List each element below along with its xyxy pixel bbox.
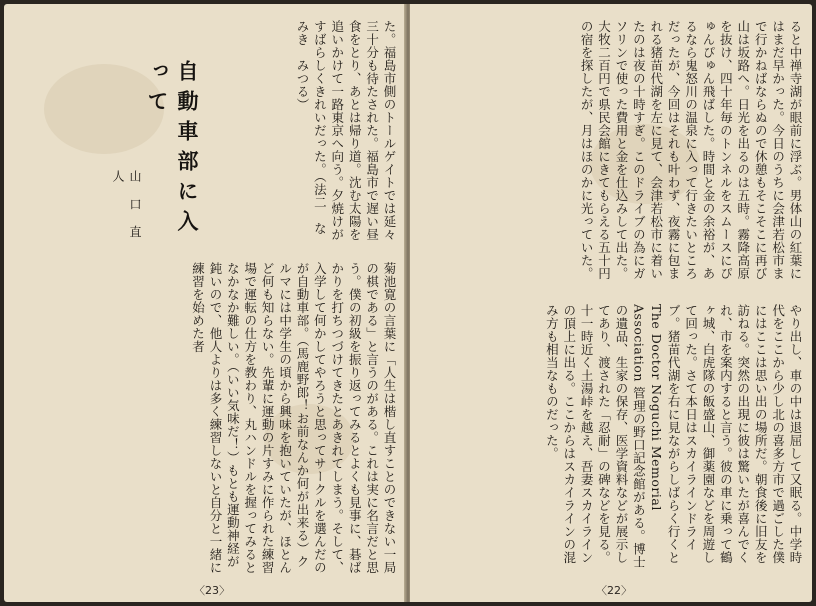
right-page — [410, 4, 812, 602]
left-page — [4, 4, 406, 602]
article-author: 山 口 直 人 — [111, 170, 142, 244]
left-upper-text: た。福島市側のトールゲイトでは延々三十分も待たされた。福島市で遅い昼食をとり、あとは帰り道。沈む太陽を追いかけて一路東京へ向う。夕焼けがすばらしくきれいだった。（法二 なみき みつる） — [294, 20, 397, 241]
right-upper-text: ると中禅寺湖が眼前に浮ぶ。男体山の紅葉にはまだ早かった。今日のうちに会津若松市まで行かねばならぬので休憩もそこそこに再び山は坂路へ。日光を出るのは五時。霧降高原を抜け、四十年毎のトンネルをスムースにぴゅんぴゅん飛ばした。時間と金の余裕が、あるなら鬼怒川の温泉に入って行きたいところだったが、今回はそれも叶わず、夜霧に包まれる猪苗代湖を左に見て、会津若松市に着いたのは夜の十時すぎ。このドライブの為にガソリンで使った費用と金を仕込みして出た。大牧二百円で県民会館にきてもらえる五十円の宿を探したが、月はほのかに光っていた。 — [579, 20, 803, 280]
left-lower-text: 菊池寛の言葉に「人生は楷し直すことのできない一局の棋である」と言うのがある。これは実に名言だと思う。僕の初級を振り返ってみるとよくも見事に、碁ばかりを打ちつづけてきたとあきれてしまう。そして、入学して何かしてやろうと思ってサークルを選んだのが自動車部。（馬鹿野郎！お前なんか何が出来る）クルマには中学生の頃から興味を抱いていたが、ほとんど何も知らない。先輩に運動の片すみに作られた練習場で運転の仕方を教わり、丸ハンドルを握ってみるとなかなか難しい。（いい気味だ！）もとも運動神経が鈍いので、他人よりは多く練習しないと自分と一緒に練習を始めた者 — [190, 262, 397, 574]
left-page-number: 〈23〉 — [194, 584, 230, 597]
article-title: 自動車部に入って — [145, 60, 200, 240]
right-lower-text: やり出し、車の中は退屈して又眠る。中学時代をここから少し北の喜多方市で過ごした僕にはここは思い出の場所だ。朝食後に旧友を訪ねる。突然の出現に彼は驚いたが喜んでくれ、市を案内すると言う。彼の車に乗って鶴ヶ城、白虎隊の飯盛山、御薬園などを周遊して回った。さて本日はスカイラインドライブ。猪苗代湖を右に見ながらしばらく行くと The Doctor Noguchi Memorial Association 管理の野口記念館がある。博士の遺品、生家の保存、医学資料などが展示してあり、渡された「忍耐」の碑などを見る。十一時近く土湯峠を越え、吾妻スカイラインの頂上に出る。ここからはスカイラインの混み方も相当なものだった。 — [544, 304, 803, 569]
right-page-number: 〈22〉 — [596, 584, 632, 597]
